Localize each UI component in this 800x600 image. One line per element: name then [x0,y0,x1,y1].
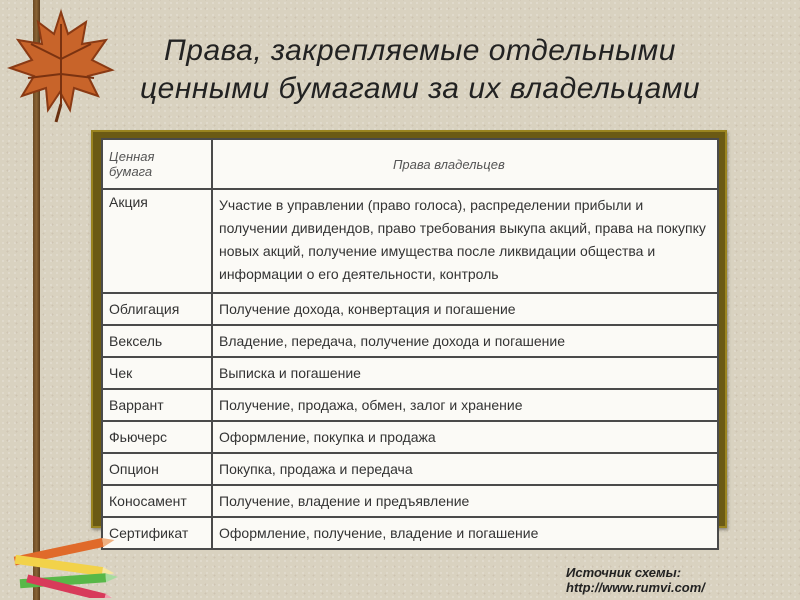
rights-table [101,138,719,550]
table-row [102,421,718,453]
table-frame [91,130,727,541]
security-name: Коносамент [102,485,212,517]
source-url[interactable]: http://www.rumvi.com/ [566,580,705,595]
source-label: Источник схемы: [566,565,682,580]
owner-rights: Получение, продажа, обмен, залог и хранение [212,389,718,421]
security-name: Сертификат [102,517,212,549]
security-name: Фьючерс [102,421,212,453]
security-name: Варрант [102,389,212,421]
table-header-row [102,139,718,189]
table-row [102,357,718,389]
security-name: Вексель [102,325,212,357]
owner-rights: Выписка и погашение [212,357,718,389]
owner-rights: Оформление, покупка и продажа [212,421,718,453]
crayons-icon [6,532,131,598]
table-row [102,189,718,293]
table-row [102,485,718,517]
security-name: Опцион [102,453,212,485]
header-rights: Права владельцев [212,139,718,189]
table-row [102,517,718,549]
slide-title [80,32,760,108]
owner-rights: Владение, передача, получение дохода и погашение [212,325,718,357]
header-security-line-1: Ценная [109,149,155,164]
owner-rights: Получение дохода, конвертация и погашение [212,293,718,325]
header-security [102,139,212,189]
security-name: Акция [102,189,212,293]
title-line-2: ценными бумагами за их владельцами [139,72,701,105]
table-row [102,389,718,421]
owner-rights: Получение, владение и предъявление [212,485,718,517]
table-row [102,453,718,485]
security-name: Облигация [102,293,212,325]
title-line-1: Права, закрепляемые отдельными [164,34,676,67]
table-row [102,325,718,357]
table-row [102,293,718,325]
security-name: Чек [102,357,212,389]
header-security-line-2: бумага [109,164,153,179]
owner-rights: Покупка, продажа и передача [212,453,718,485]
owner-rights: Оформление, получение, владение и погашение [212,517,718,549]
source-note [566,565,705,595]
owner-rights: Участие в управлении (право голоса), распределении прибыли и получении дивидендов, право требования выкупа акций, права на покупку новых акций, получение имущества после ликвидации общества и информации о его деятельности, контроль [212,189,718,293]
